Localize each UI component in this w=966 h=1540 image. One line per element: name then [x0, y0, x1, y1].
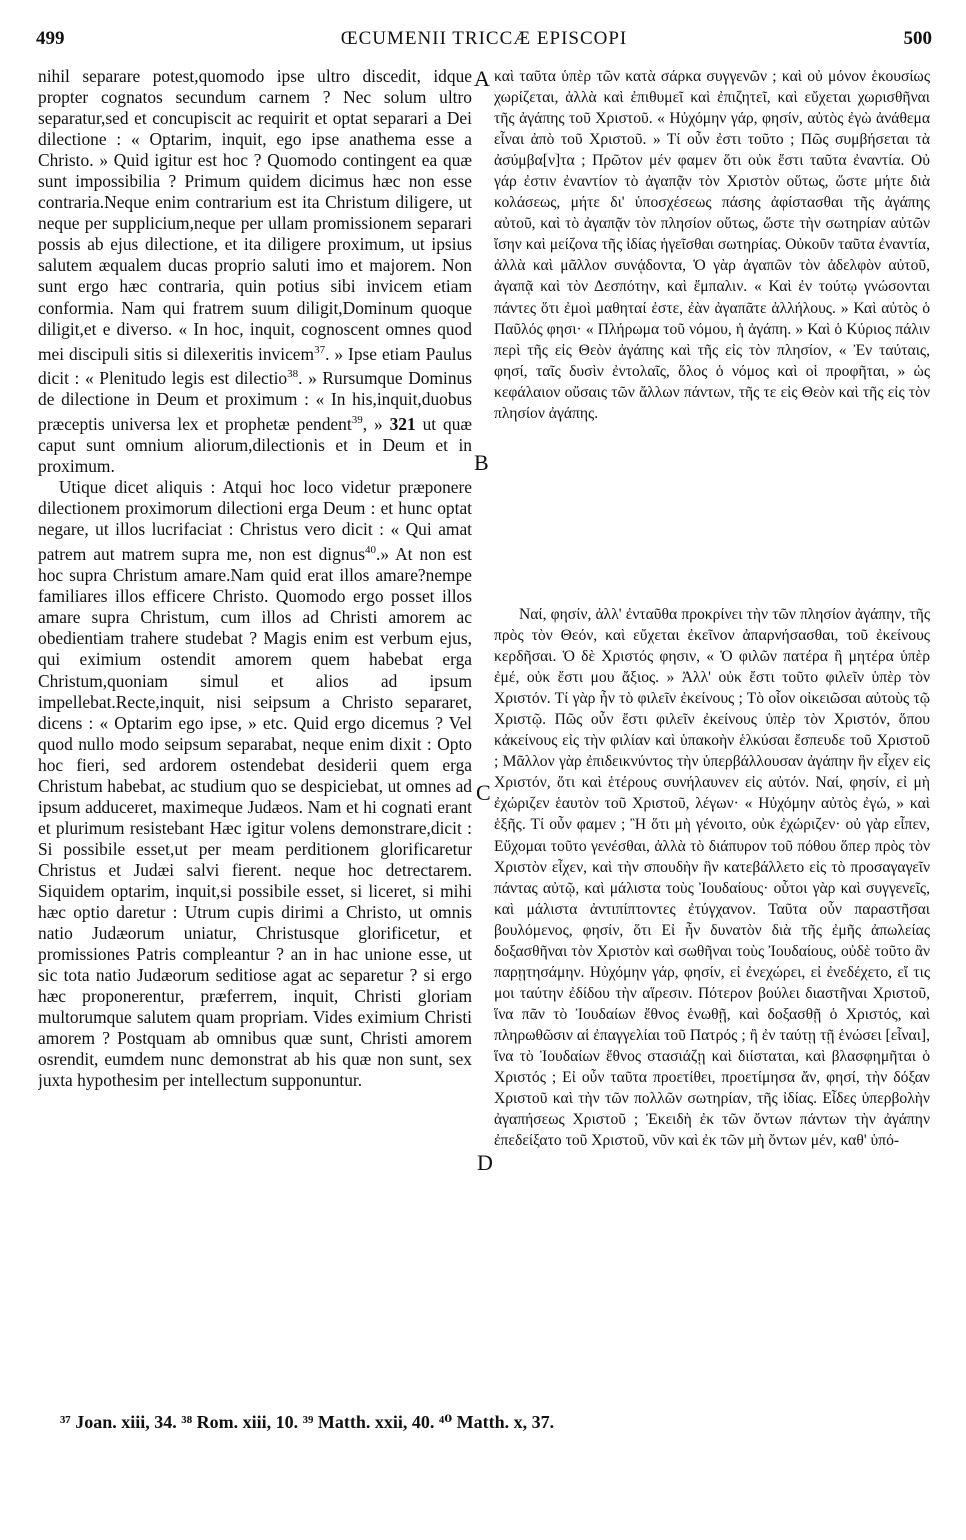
latin-text: ut quæ caput sunt omnium aliorum,dilectionis et in Deum et in proximum. [38, 414, 472, 477]
latin-text: . » Rursumque Dominus de dilectione in Deum et proximum : « In his,inquit,duobus præceptis universa lex et prophetæ pendent [38, 368, 472, 435]
margin-letter-a: A [474, 66, 490, 91]
greek-column-bottom [494, 604, 930, 1398]
greek-column-top [494, 66, 930, 566]
footnotes: ³⁷ Joan. xiii, 34. ³⁸ Rom. xiii, 10. ³⁹ Matth. xxii, 40. ⁴⁰ Matth. x, 37. [60, 1412, 555, 1432]
latin-paragraph-1 [38, 66, 472, 477]
latin-column [38, 66, 472, 1398]
running-title: ŒCUMENII TRICCÆ EPISCOPI [340, 28, 628, 49]
latin-text: nihil separare potest,quomodo ipse ultro discedit, idque propter cognatos secundum carnem ? Nec solum ultro separatur,sed et concupiscit ac requirit et optat separari a Dei dilectione : « Optarim, inquit, ego ipse anathema esse a Christo. » Quid igitur est hoc ? Quomodo contingent ea quæ sunt impossibilia ? Primum quidem dicimus hæc non esse contraria.Neque enim contrarium est ita Christum diligere, ut neque per supplicium,neque per ullam promissionem separari possis ab ejus dilectione, et ita diligere proximum, ut ipsius salutem æqualem ducas proprio saluti imo et majorem. Non sunt ergo hæc contraria, quin potius sibi invicem etiam conformia. Nam qui fratrem suum diligit,Dominum quoque diligit,et e diverso. « In hoc, inquit, cognoscent omnes quod mei discipuli sitis si dilexeritis invicem [38, 66, 472, 364]
greek-paragraph-2: Ναί, φησίν, ἀλλ' ἐνταῦθα προκρίνει τὴν τῶν πλησίον ἀγάπην, τῆς πρὸς τὸν Θεόν, καὶ εὔχεται ἐκεῖνον ἀπαρνήσασθαι, τοῦ ἐκείνους κερδῆσαι. Ὁ δὲ Χριστός φησιν, « Ὁ φιλῶν πατέρα ἢ μητέρα ὑπὲρ ἐμέ, οὐκ ἔστι μου ἄξιος. » Ἀλλ' οὐκ ἔστι τοῦτο φιλεῖν ὑπὲρ τὸν Χριστόν. Τί γὰρ ἦν τὸ φιλεῖν ἐκείνους ; Τὸ οἷον οἰκειῶσαι αὐτοὺς τῷ Χριστῷ. Πῶς οὖν ἔστι φιλεῖν ἐκείνους ὑπὲρ τὸν Χριστόν, ὅπου κἀκείνους εἰς τὴν φιλίαν καὶ ὑπακοὴν ἑλκύσαι ἔσπευδε τοῦ Χριστοῦ ; Μᾶλλον γὰρ ἐπιδεικνύντος τὴν ὑπερβάλλουσαν ἀγάπην ἣν εἶχεν εἰς Χριστόν, ὅτι καὶ ἑτέρους συνήλαυνεν εἰς αὐτόν. Ναί, φησίν, εἰ μὴ ἐχώριζεν ἑαυτὸν τοῦ Χριστοῦ, λέγων· « Ηὐχόμην αὐτὸς ἐγώ, » καὶ ἑξῆς. Τί οὖν φαμεν ; Ἢ ὅτι μὴ γένοιτο, οὐκ ἐχώριζεν· οὐ γὰρ εἶπεν, Εὔχομαι τοῦτο γενέσθαι, ἀλλὰ τὸ διάπυρον τοῦ πόθου ὅπερ πρὸς τὸν Χριστὸν εἶχεν, καὶ τὴν σπουδὴν ἣν κατεβάλλετο εἰς τὸ προσαγαγεῖν πάντας αὐτῷ, καὶ μάλιστα τοὺς Ἰουδαίους· οὗτοι γὰρ καὶ συγγενεῖς, καὶ μάλιστα ἀντιπίπτοντες ἐτύγχανον. Ταῦτα οὖν παραστῆσαι βουλόμενος, φησίν, ὅτι Εἰ ἦν δυνατὸν διὰ τῆς ἐμῆς ἀπωλείας δοξασθῆναι τὸν Χριστὸν καὶ σωθῆναι τοὺς Ἰουδαίους, οὐδὲ τοῦτο ἂν παρῃτησάμην. Ηὐχόμην γάρ, φησίν, εἰ ἐνεχώρει, εἰ ἐνεδέχετο, εἴ τις μοι ταύτην ἐδίδου τὴν αἵρεσιν. Πότερον βούλει διαστῆναι Χριστοῦ, ἵνα πᾶν τὸ Ἰουδαίων ἔθνος ἑνωθῇ, καὶ δοξασθῇ ὁ Χριστός, καὶ πληρωθῶσιν αἱ ἐπαγγελίαι τοῦ Πατρός ; ἢ ἐν ταύτῃ τῇ ἑνώσει [εἶναι], ἵνα τὸ Ἰουδαίων ἔθνος στασιάζῃ καὶ διίσταται, καὶ βλασφημῆται ὁ Χριστός ; Εἰ οὖν ταῦτα προετίθει, προετίμησα ἄν, φησί, τὴν δόξαν Χριστοῦ καὶ τὴν τῶν πολλῶν σωτηρίαν, τῆς ἰδίας. Εἶδες ὑπερβολὴν ἀγαπήσεως Χριστοῦ ; Ἐκειδὴ ἐκ τῶν ὄντων πάντων τὴν ἀγάπην ἐπεδείξατο τοῦ Χριστοῦ, νῦν καὶ ἐκ τῶν μὴ ὄντων μέν, καθ' ὑπό- [494, 606, 930, 1150]
column-number: 321 [389, 414, 416, 435]
margin-letter-c: C [476, 780, 491, 805]
footnote-ref: 37 [314, 343, 326, 356]
footnote-ref: 38 [287, 368, 299, 381]
latin-text: , » [362, 414, 383, 435]
margin-letter-b: B [474, 450, 489, 475]
latin-text: .» At non est hoc supra Christum amare.Nam quid erat illos amare?nempe familiares illos efficere Christo. Quomodo ergo posset illos amare supra Christum, cum illos ad Christi amorem ac obedientiam trahere studebat ? Magis enim est verbum ejus, qui eximium ostendit amorem quem habebat erga Christum,quoniam simul et alios ad ipsum impellebat.Recte,inquit, nisi seipsum a Christo separaret, dicens : « Optarim ego ipse, » etc. Quid ergo dicemus ? Vel quod nullo modo seipsum separabat, neque enim dixit : Opto hoc fieri, sed ardorem ostendebat desiderii quem erga Christum habebat, ac studium quo se despiciebat, ut omnes ad ipsum adduceret, maximeque Judæos. Nam et hi cognati erant et plurimum resistebant Hæc igitur volens demonstrare,dicit : Si possibile esset,ut per meam perditionem glorificaretur Christus et Judæi salvi fierent. neque hoc detrectarem. Siquidem optarim, inquit,si possibile esset, si liceret, si mihi hæc optio daretur : Utrum cupis dirimi a Christo, ut omnis natio Judæorum uniatur, Christusque glorificetur, et promissiones Patris compleantur ? an in hac unione esse, ut sic tota natio Judæorum seditiose agat ac separetur ? si ergo hæc proponerentur, præferrem, inquit, Christi gloriam multorumque salutem quam propriam. Vides eximium Christi amorem ? Postquam ab omnibus quæ sunt, Christi amorem osrendit, eumdem nunc demonstrat ab his quæ non sunt, sex juxta hypothesim per intellectum supponuntur. [38, 544, 472, 1091]
page-number-right: 500 [903, 28, 932, 49]
footnote-ref: 39 [351, 414, 363, 427]
greek-paragraph-1: καὶ ταῦτα ὑπὲρ τῶν κατὰ σάρκα συγγενῶν ; καὶ οὐ μόνον ἑκουσίως χωρίζεται, ἀλλὰ καὶ ἐπιθυμεῖ καὶ ἐπιζητεῖ, καὶ εὔχεται χωρισθῆναι τῆς ἀγάπης τοῦ Χριστοῦ. « Ηὐχόμην γάρ, φησίν, αὐτὸς ἐγὼ ἀνάθεμα εἶναι ἀπὸ τοῦ Χριστοῦ. » Τί οὖν ἐστι τοῦτο ; Πῶς συμβήσεται τὰ ἀσύμβα[ν]τα ; Πρῶτον μέν φαμεν ὅτι οὐκ ἔστι ταῦτα ἐναντία. Οὐ γάρ ἐστιν ἐναντίον τὸ ἀγαπᾷν τὸν Χριστὸν οὕτως, ὥστε μήτε διὰ κολάσεως, μήτε δι' ὑποσχέσεως πάσης ἀφίστασθαι τῆς ἀγάπης αὐτοῦ, καὶ τὸ ἀγαπᾷν τὸν πλησίον οὕτως, ὥστε τὴν σωτηρίαν αὐτῶν ἴσην καὶ μείζονα τῆς ἰδίας ἡγεῖσθαι σωτηρίας. Οὐκοῦν ταῦτα ἐναντία, ἀλλὰ καὶ μᾶλλον συνᾴδοντα, Ὁ γὰρ ἀγαπῶν τὸν ἀδελφὸν αὐτοῦ, ἀγαπᾷ καὶ τὸν Δεσπότην, καὶ ἔμπαλιν. « Καὶ ἐν τούτῳ γνώσονται πάντες ὅτι ἐμοὶ μαθηταί ἐστε, ἐὰν ἀγαπᾶτε ἀλλήλους. » Καὶ αὐτὸς ὁ Παῦλός φησι· « Πλήρωμα τοῦ νόμου, ἡ ἀγάπη. » Καὶ ὁ Κύριος πάλιν περὶ τῆς εἰς Θεὸν ἀγάπης καὶ τῆς εἰς τὸν πλησίον, « Ἐν ταύταις, φησί, ταῖς δυσὶν ἐντολαῖς, ὅλος ὁ νόμος καὶ οἱ προφῆται, » ὡς κεφάλαιον οὔσαις τῶν ἄλλων πάντων, τῆς τε εἰς Θεὸν καὶ τῆς εἰς τὸν πλησίον ἀγάπης. [494, 68, 930, 422]
page-number-left: 499 [36, 28, 65, 49]
footnote-ref: 40 [365, 544, 376, 557]
running-header [36, 28, 932, 58]
latin-text: . » Ipse etiam Paulus dicit : « Plenitudo legis est dilectio [38, 343, 472, 389]
latin-paragraph-2 [38, 477, 472, 1091]
margin-letter-d: D [477, 1150, 493, 1175]
latin-text: Utique dicet aliquis : Atqui hoc loco videtur præponere dilectionem proximorum dilectioni erga Deum : et hunc optat negare, ut illos lucrifaciat : Christus vero dicit : « Qui amat patrem aut matrem supra me, non est dignus [38, 477, 472, 565]
